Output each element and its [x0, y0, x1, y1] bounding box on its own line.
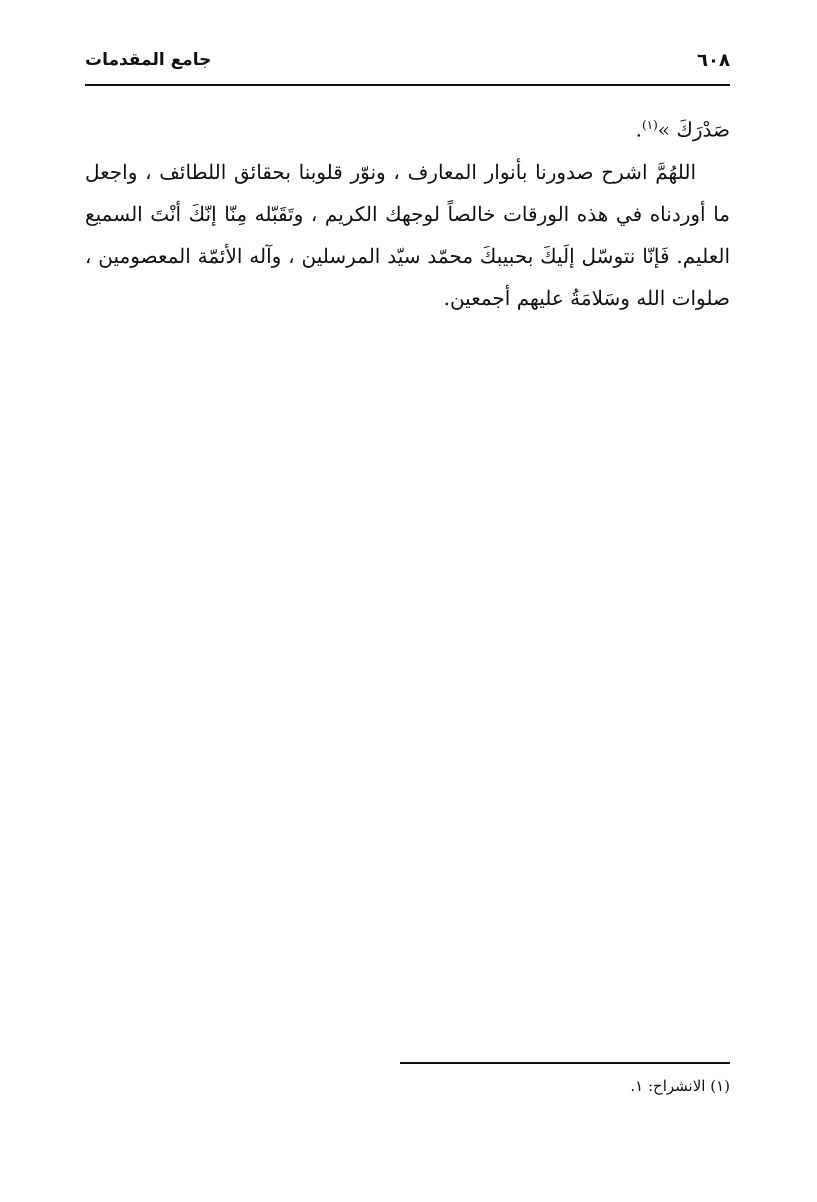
- line-end-period: .: [635, 117, 642, 142]
- header-rule: [85, 84, 730, 86]
- prayer-paragraph: اللهُمَّ اشرح صدورنا بأنوار المعارف ، ونوّر قلوبنا بحقائق اللطائف ، واجعل ما أوردناه في هذه الورقات خالصاً لوجهك الكريم ، وتَقَبّله مِنّا إنّكَ أنْتَ السميع العليم. فَإنّا نتوسّل إلَيكَ بحبيبكَ محمّد سيّد المرسلين ، وآله الأئمّة المعصومين ، صلوات الله وسَلامَةُ عليهم أجمعين.: [85, 159, 730, 310]
- page-number: ٦٠٨: [697, 50, 730, 71]
- quote-end-text: صَدْرَكَ »: [657, 117, 730, 142]
- page-header: [85, 44, 730, 84]
- footnote-reference: (١): [641, 118, 658, 132]
- footnote: (١) الانشراح: ١.: [630, 1077, 730, 1095]
- running-title: جامع المقدمات: [85, 50, 212, 70]
- main-text: [85, 104, 730, 319]
- footnote-rule: [400, 1062, 730, 1064]
- continuation-line: [85, 104, 730, 151]
